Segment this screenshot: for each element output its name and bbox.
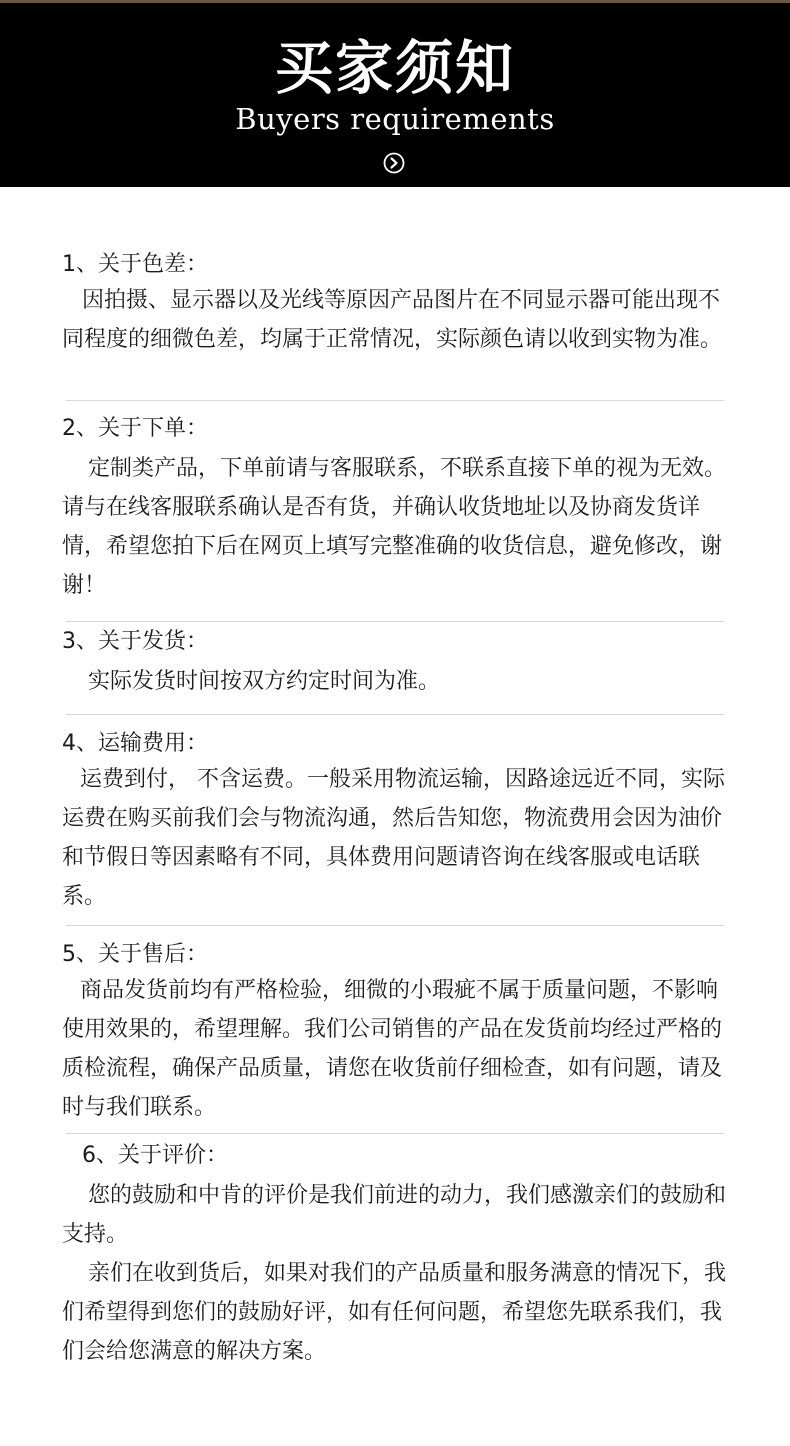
section-body: 因拍摄、显示器以及光线等原因产品图片在不同显示器可能出现不同程度的细微色差，均属于正常情况，实际颜色请以收到实物为准。 (62, 288, 723, 352)
divider (66, 925, 724, 926)
banner-title: 买家须知 (274, 34, 515, 102)
section-after-sales (62, 940, 726, 1127)
section-body-2: 亲们在收到货后，如果对我们的产品质量和服务满意的情况下，我们希望得到您们的鼓励好评，如有任何问题，希望您先联系我们，我们会给您满意的解决方案。 (62, 1261, 727, 1364)
divider (66, 714, 724, 715)
section-reviews (62, 1141, 726, 1371)
section-freight (62, 729, 726, 916)
divider (66, 400, 724, 401)
section-heading: 1、关于色差： (62, 252, 208, 277)
section-heading: 2、关于下单： (62, 416, 208, 441)
divider (66, 1133, 724, 1134)
section-body: 您的鼓励和中肯的评价是我们前进的动力，我们感激亲们的鼓励和支持。 (62, 1183, 727, 1247)
banner-subtitle: Buyers requirements (235, 102, 555, 136)
section-ordering (62, 414, 726, 605)
section-heading: 3、关于发货： (62, 629, 208, 654)
section-heading: 4、运输费用： (62, 731, 208, 756)
header-banner (0, 0, 790, 187)
section-body: 商品发货前均有严格检验，细微的小瑕疵不属于质量问题，不影响使用效果的，希望理解。我们公司销售的产品在发货前均经过严格的质检流程，确保产品质量，请您在收货前仔细检查，如有问题，请及时与我们联系。 (62, 978, 723, 1120)
section-heading: 5、关于售后： (62, 942, 208, 967)
divider (66, 621, 724, 622)
section-body: 运费到付， 不含运费。一般采用物流运输，因路途远近不同，实际运费在购买前我们会与物流沟通，然后告知您，物流费用会因为油价和节假日等因素略有不同，具体费用问题请咨询在线客服或电话联系。 (62, 767, 725, 909)
section-color-difference (62, 250, 726, 359)
section-shipping (62, 627, 726, 701)
chevron-right-circle-icon (383, 152, 405, 174)
section-body: 定制类产品，下单前请与客服联系，不联系直接下单的视为无效。请与在线客服联系确认是否有货，并确认收货地址以及协商发货详情，希望您拍下后在网页上填写完整准确的收货信息，避免修改，谢谢！ (62, 456, 727, 598)
section-body: 实际发货时间按双方约定时间为准。 (88, 669, 441, 694)
section-heading: 6、关于评价： (82, 1143, 228, 1168)
